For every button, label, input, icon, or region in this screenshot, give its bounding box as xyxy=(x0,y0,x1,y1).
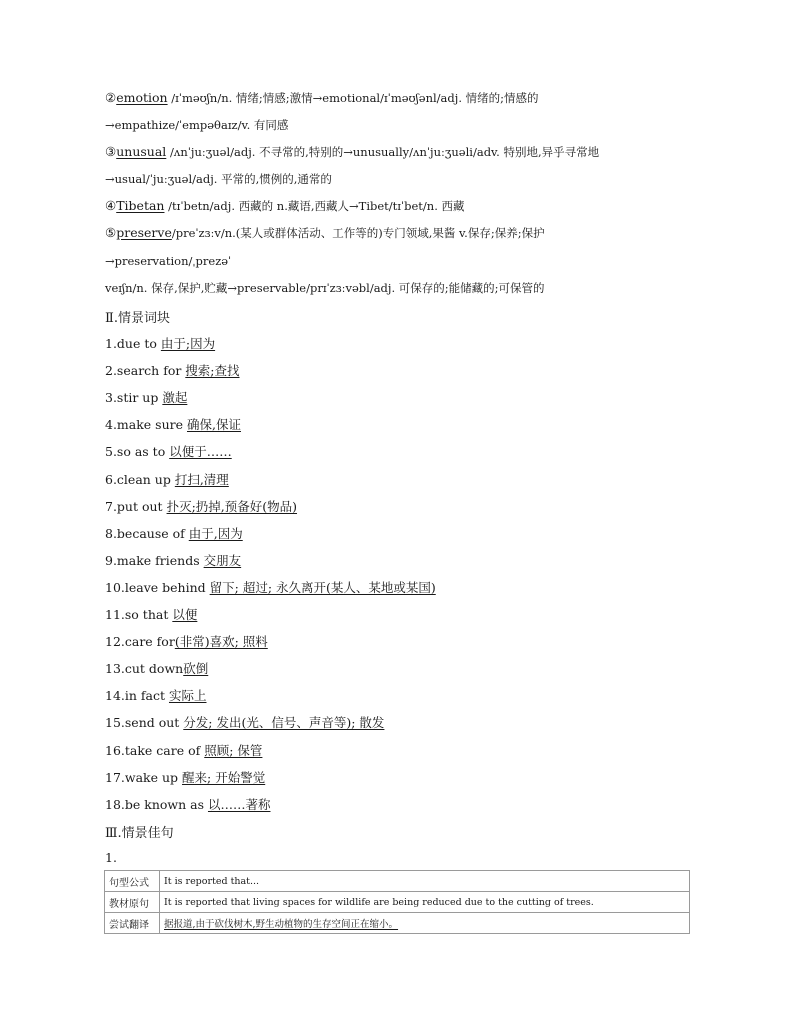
list-item xyxy=(105,741,262,759)
phrase-english: 5.so as to xyxy=(105,444,170,460)
phrase-answer: 醒来; 开始警觉 xyxy=(182,769,266,785)
list-item xyxy=(105,713,384,731)
phrase-english: 12.care for xyxy=(105,634,175,650)
vocab-unusual-cont: →usual/ˈjuːʒuəl/adj. 平常的,惯例的,通常的 xyxy=(105,172,332,186)
vocab-definition: /preˈzɜːv/n.(某人或群体活动、工作等的)专门领域,果酱 v.保存;保养;保护 xyxy=(171,226,545,240)
phrase-answer: 由于,因为 xyxy=(188,525,243,541)
section-heading-phrases: Ⅱ.情景词块 xyxy=(105,311,170,326)
vocab-definition: /tɪˈbetn/adj. 西藏的 n.藏语,西藏人→Tibet/tɪˈbet/n. 西藏 xyxy=(164,199,465,213)
vocab-preserve xyxy=(105,225,545,241)
list-item xyxy=(105,388,187,406)
row-label: 尝试翻译 xyxy=(105,913,160,934)
phrase-english: 17.wake up xyxy=(105,769,183,785)
sentence-item-number: 1. xyxy=(105,850,117,865)
list-item xyxy=(105,361,240,379)
phrase-english: 8.because of xyxy=(105,525,189,541)
vocab-tibetan xyxy=(105,198,465,214)
item-number: ② xyxy=(105,90,117,105)
phrase-answer: 以……著称 xyxy=(207,796,271,812)
list-item xyxy=(105,334,215,352)
phrase-answer: 照顾; 保管 xyxy=(204,742,263,758)
phrase-answer: 分发; 发出(光、信号、声音等); 散发 xyxy=(183,715,385,731)
list-item xyxy=(105,442,232,460)
vocab-unusual xyxy=(105,144,599,160)
phrase-answer: 交朋友 xyxy=(203,552,242,568)
list-item xyxy=(105,768,265,786)
vocab-definition: /ʌnˈjuːʒuəl/adj. 不寻常的,特别的→unusually/ʌnˈjuːʒuəli/adv. 特别地,异乎寻常地 xyxy=(166,145,600,159)
sentence-table xyxy=(104,870,690,934)
list-item xyxy=(105,551,241,569)
phrase-english: 10.leave behind xyxy=(105,579,210,595)
phrase-english: 11.so that xyxy=(105,607,173,622)
phrase-answer: 以便于…… xyxy=(169,444,232,460)
phrase-answer: 留下; 超过; 永久离开(某人、某地或某国) xyxy=(209,579,436,595)
item-number: ⑤ xyxy=(105,225,117,240)
vocab-preserve-cont2: veɪʃn/n. 保存,保护,贮藏→preservable/prɪˈzɜːvəbl/adj. 可保存的;能储藏的;可保管的 xyxy=(105,281,545,295)
list-item xyxy=(105,470,229,488)
table-row xyxy=(105,892,690,913)
phrase-english: 7.put out xyxy=(105,498,167,514)
list-item xyxy=(105,524,243,542)
vocab-emotion-cont: →empathize/ˈempəθaɪz/v. 有同感 xyxy=(105,118,289,132)
phrase-english: 14.in fact xyxy=(105,688,169,704)
list-item xyxy=(105,415,241,433)
row-value: It is reported that... xyxy=(160,871,690,892)
list-item xyxy=(105,497,297,515)
phrase-answer: 砍倒 xyxy=(183,661,209,677)
list-item xyxy=(105,795,270,813)
phrase-english: 2.search for xyxy=(105,363,186,379)
phrase-english: 15.send out xyxy=(105,715,184,731)
phrase-answer: 扑灭;扔掉,预备好(物品) xyxy=(166,498,298,514)
table-row xyxy=(105,913,690,934)
list-item xyxy=(105,632,268,650)
phrase-english: 13.cut down xyxy=(105,661,184,677)
row-label: 教材原句 xyxy=(105,892,160,913)
phrase-answer: 由于;因为 xyxy=(160,336,216,351)
phrase-english: 16.take care of xyxy=(105,742,205,758)
vocab-word: unusual xyxy=(116,144,167,159)
phrase-answer: (非常)喜欢; 照料 xyxy=(174,634,268,650)
list-item xyxy=(105,605,197,623)
phrase-english: 1.due to xyxy=(105,336,161,351)
row-value: It is reported that living spaces for wildlife are being reduced due to the cutting of trees. xyxy=(160,892,690,913)
vocab-definition: /ɪˈməʊʃn/n. 情绪;情感;激情→emotional/ɪˈməʊʃənl/adj. 情绪的;情感的 xyxy=(167,91,539,105)
row-label: 句型公式 xyxy=(105,871,160,892)
vocab-preserve-cont: →preservation/ˌprezəˈ xyxy=(105,254,232,268)
phrase-english: 18.be known as xyxy=(105,796,208,812)
phrase-english: 6.clean up xyxy=(105,471,175,487)
phrase-answer: 激起 xyxy=(162,390,188,406)
table-row xyxy=(105,871,690,892)
vocab-word: Tibetan xyxy=(116,198,165,213)
phrase-answer: 搜索;查找 xyxy=(185,363,240,379)
list-item xyxy=(105,686,207,704)
phrase-answer: 实际上 xyxy=(168,688,207,704)
vocab-word: preserve xyxy=(116,225,172,240)
vocab-word: emotion xyxy=(116,90,168,105)
phrase-english: 3.stir up xyxy=(105,390,163,406)
phrase-english: 9.make friends xyxy=(105,552,204,568)
phrase-answer: 确保,保证 xyxy=(187,417,241,433)
section-heading-sentences: Ⅲ.情景佳句 xyxy=(105,826,174,841)
list-item xyxy=(105,659,208,677)
list-item xyxy=(105,578,436,596)
item-number: ③ xyxy=(105,144,117,159)
phrase-english: 4.make sure xyxy=(105,417,187,433)
vocab-emotion xyxy=(105,90,539,106)
item-number: ④ xyxy=(105,198,117,213)
row-value: 据报道,由于砍伐树木,野生动植物的生存空间正在缩小。 xyxy=(160,913,690,934)
phrase-answer: 以便 xyxy=(172,607,198,622)
phrase-answer: 打扫,清理 xyxy=(174,471,229,487)
